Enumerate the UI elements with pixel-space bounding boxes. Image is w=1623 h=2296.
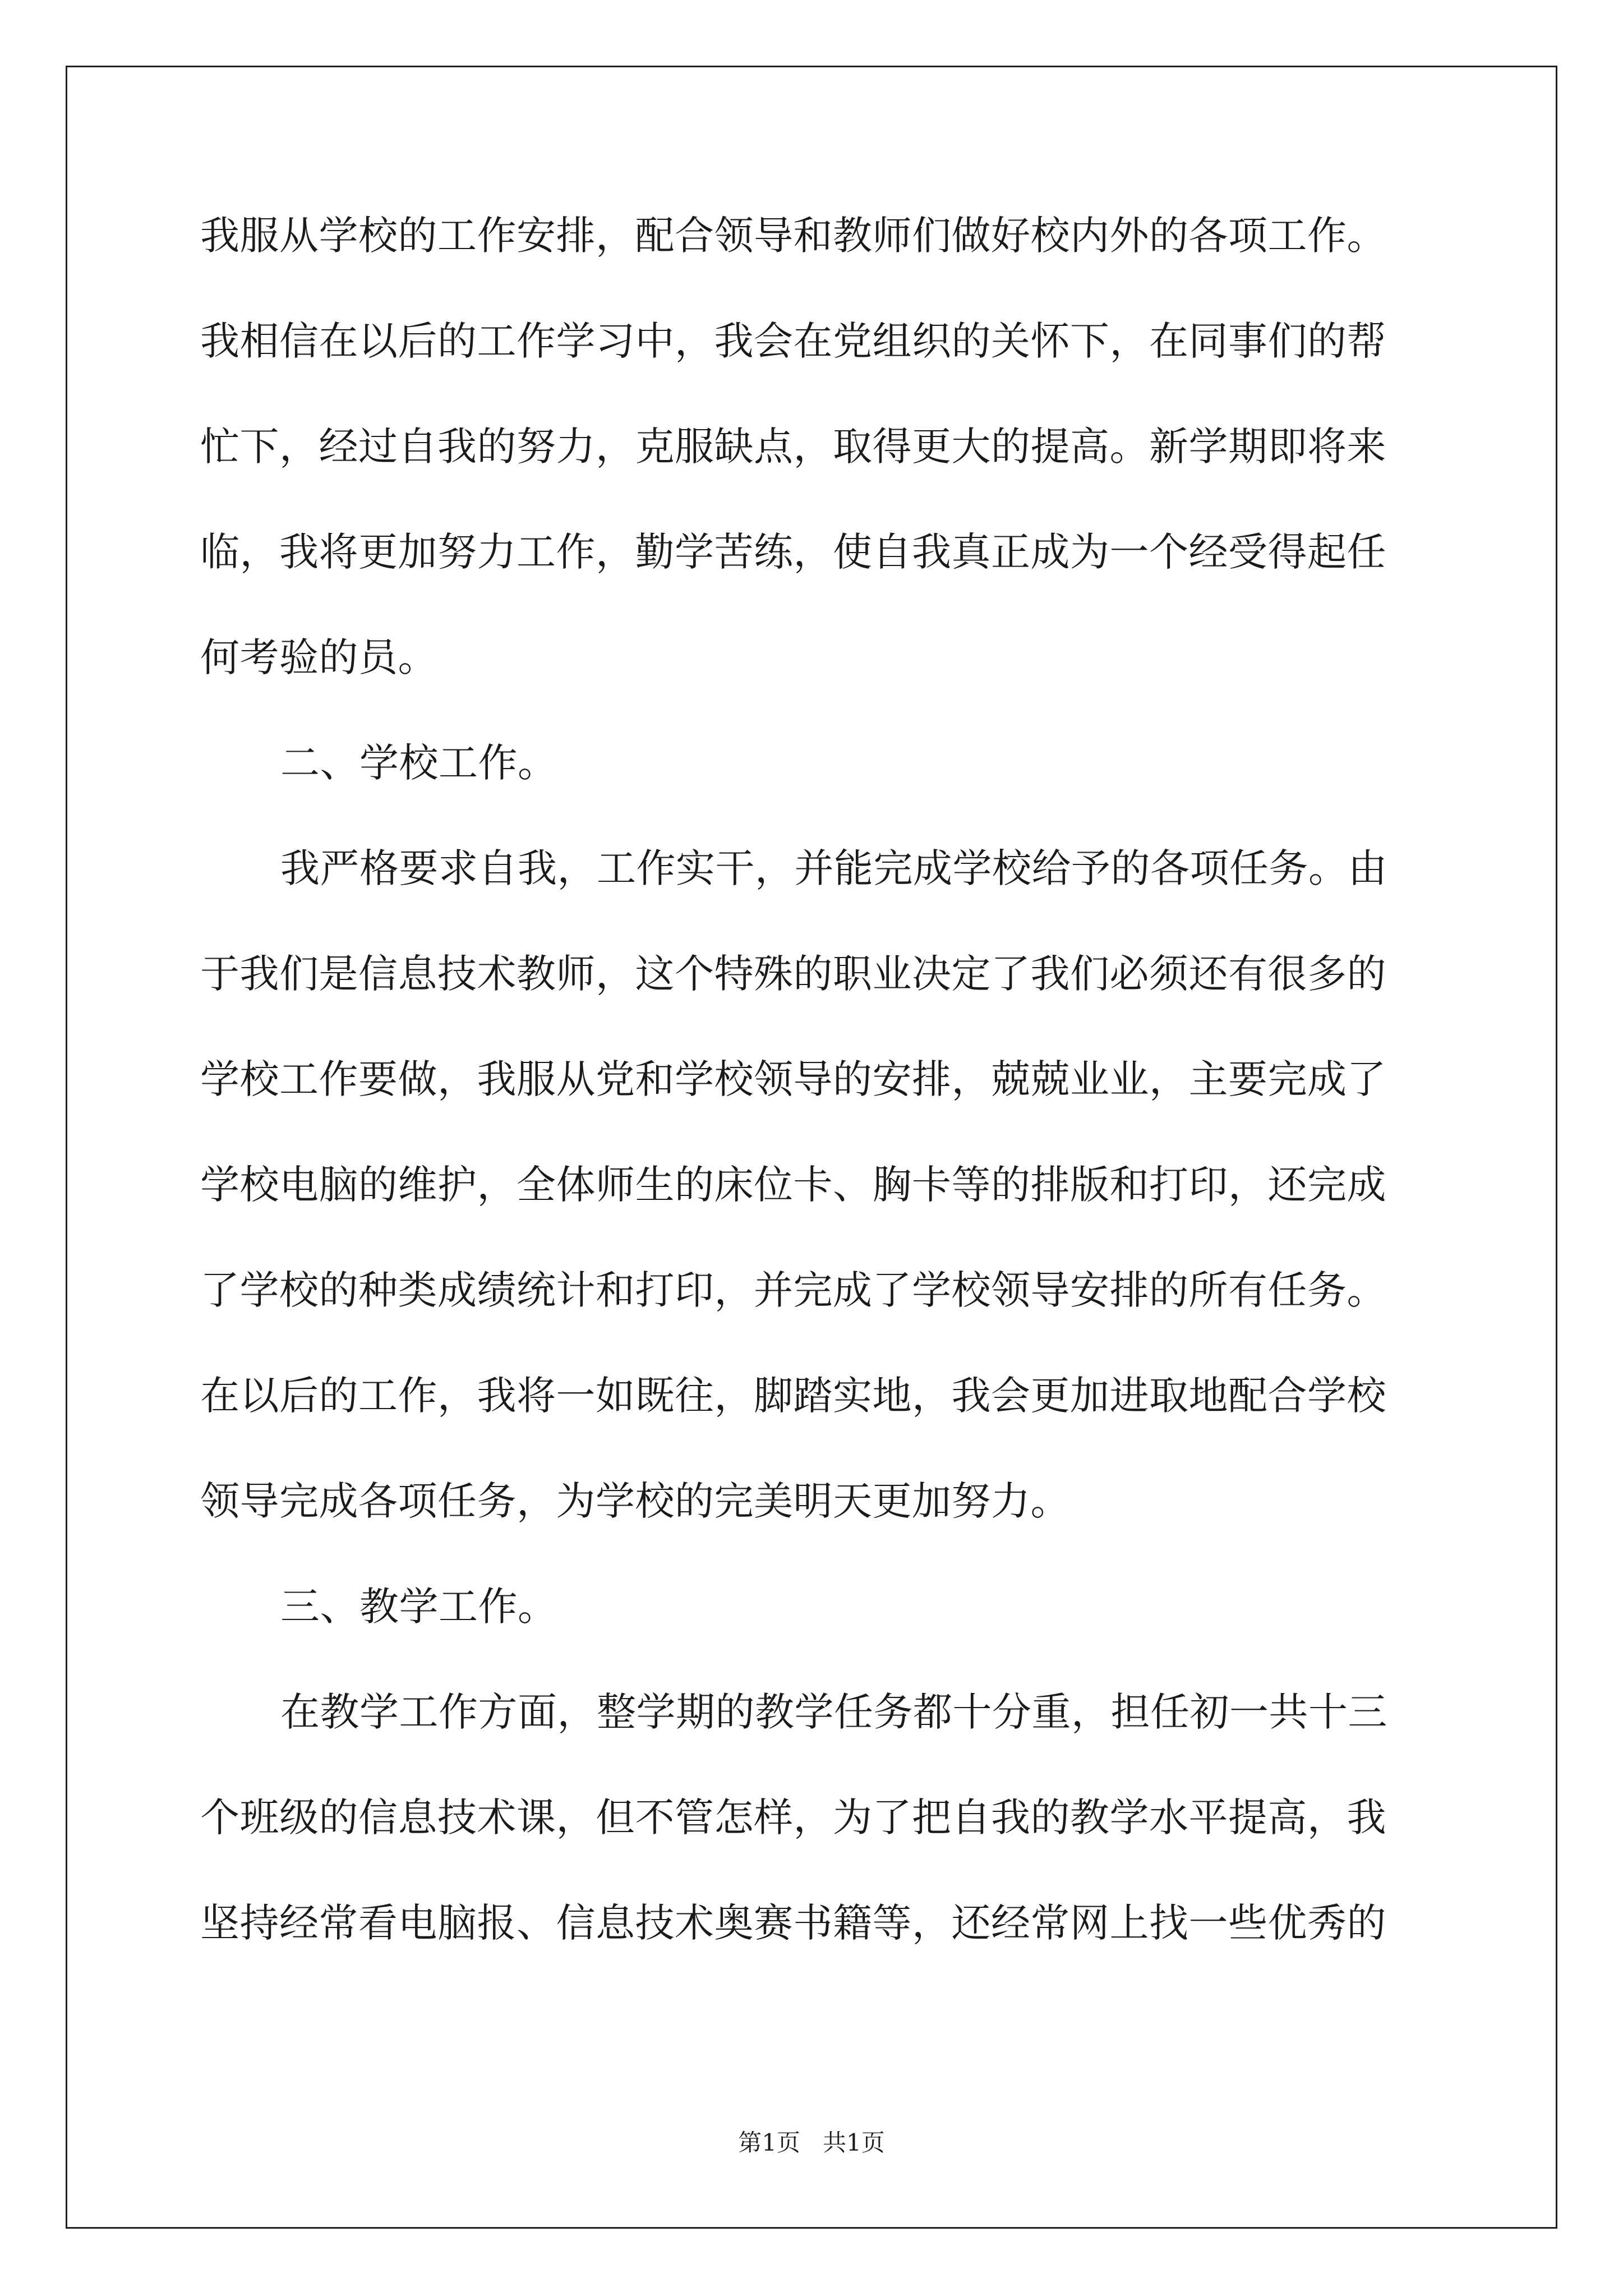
text-line-13: 领导完成各项任务，为学校的完美明天更加努力。 bbox=[200, 1478, 1070, 1524]
text-line-15: 在教学工作方面，整学期的教学任务都十分重，担任初一共十三 bbox=[280, 1689, 1387, 1735]
text-line-10: 学校电脑的维护，全体师生的床位卡、胸卡等的排版和打印，还完成 bbox=[200, 1162, 1386, 1208]
text-line-7: 我严格要求自我，工作实干，并能完成学校给予的各项任务。由 bbox=[280, 845, 1387, 891]
text-line-4: 临，我将更加努力工作，勤学苦练，使自我真正成为一个经受得起任 bbox=[200, 529, 1386, 575]
text-line-12: 在以后的工作，我将一如既往，脚踏实地，我会更加进取地配合学校 bbox=[200, 1373, 1386, 1419]
section-heading-school-work: 二、学校工作。 bbox=[280, 740, 557, 786]
text-line-2: 我相信在以后的工作学习中，我会在党组织的关怀下，在同事们的帮 bbox=[200, 318, 1386, 364]
text-line-9: 学校工作要做，我服从党和学校领导的安排，兢兢业业，主要完成了 bbox=[200, 1056, 1386, 1102]
text-line-8: 于我们是信息技术教师，这个特殊的职业决定了我们必须还有很多的 bbox=[200, 951, 1386, 997]
page-footer: 第1页 共1页 bbox=[738, 2129, 885, 2156]
text-line-3: 忙下，经过自我的努力，克服缺点，取得更大的提高。新学期即将来 bbox=[200, 424, 1386, 470]
text-line-16: 个班级的信息技术课，但不管怎样，为了把自我的教学水平提高，我 bbox=[200, 1795, 1386, 1841]
text-line-11: 了学校的种类成绩统计和打印，并完成了学校领导安排的所有任务。 bbox=[200, 1267, 1386, 1313]
text-line-1: 我服从学校的工作安排，配合领导和教师们做好校内外的各项工作。 bbox=[200, 213, 1386, 259]
text-line-5: 何考验的员。 bbox=[200, 634, 437, 680]
section-heading-teaching-work: 三、教学工作。 bbox=[280, 1584, 557, 1630]
text-line-17: 坚持经常看电脑报、信息技术奥赛书籍等，还经常网上找一些优秀的 bbox=[200, 1900, 1386, 1946]
